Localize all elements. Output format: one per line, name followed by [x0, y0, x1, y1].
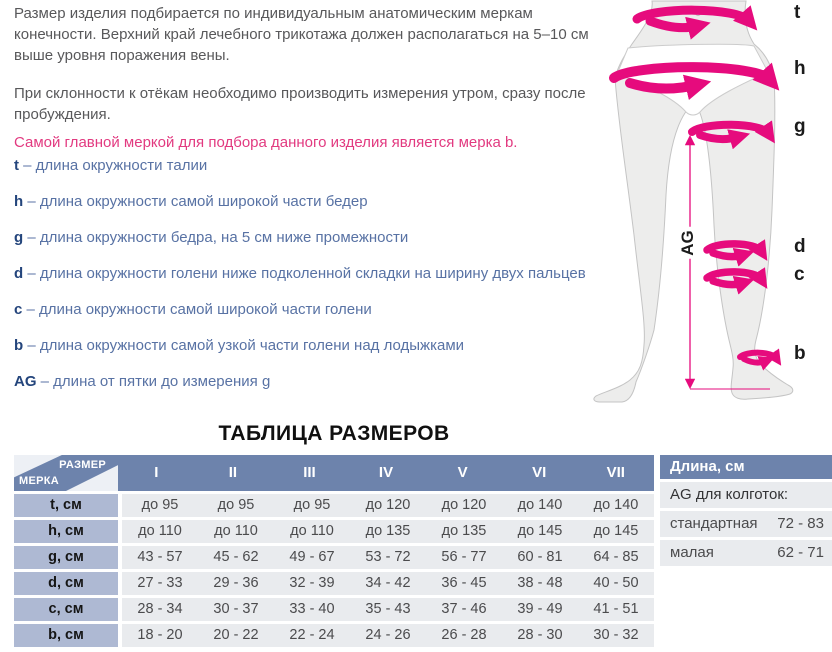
- definition-text: – длина окружности голени ниже подколенной складки на ширину двух пальцев: [27, 265, 586, 282]
- row-values: [122, 598, 654, 621]
- size-cell: 38 - 48: [517, 575, 563, 591]
- size-cell: 39 - 49: [517, 601, 563, 617]
- row-label: t, см: [14, 494, 118, 517]
- size-cell: 36 - 45: [441, 575, 487, 591]
- row-values: [122, 520, 654, 543]
- size-cell: до 120: [441, 497, 487, 513]
- size-table-title: ТАБЛИЦА РАЗМЕРОВ: [218, 422, 450, 445]
- size-cell: до 135: [365, 523, 411, 539]
- corner-label-size: РАЗМЕР: [59, 459, 106, 471]
- definition-text: – длина окружности самой узкой части голени над лодыжками: [27, 337, 465, 354]
- length-row-label: малая: [670, 544, 714, 561]
- size-table-corner-cell: [14, 455, 118, 491]
- table-row: [14, 598, 654, 621]
- size-cell: 30 - 32: [593, 627, 639, 643]
- definition-text: – длина окружности талии: [23, 157, 208, 174]
- size-cell: 43 - 57: [137, 549, 183, 565]
- corner-label-measure: МЕРКА: [19, 475, 59, 487]
- size-column-header: V: [457, 464, 468, 481]
- definition-key: b: [14, 337, 24, 354]
- size-table-header-columns: [118, 455, 654, 491]
- size-cell: 30 - 37: [213, 601, 259, 617]
- intro-section: [14, 3, 589, 153]
- definition-key: d: [14, 265, 24, 282]
- size-cell: до 95: [293, 497, 331, 513]
- length-table-subheader: AG для колготок:: [660, 482, 832, 508]
- size-cell: до 110: [138, 523, 182, 539]
- definition-text: – длина окружности самой широкой части голени: [26, 301, 372, 318]
- size-cell: 22 - 24: [289, 627, 335, 643]
- size-cell: 18 - 20: [137, 627, 183, 643]
- size-cell: до 110: [214, 523, 258, 539]
- size-cell: 45 - 62: [213, 549, 259, 565]
- definition-item: [14, 371, 614, 407]
- size-cell: до 95: [141, 497, 179, 513]
- definition-key: t: [14, 157, 19, 174]
- definition-text: – длина окружности самой широкой части бедер: [27, 193, 368, 210]
- size-cell: 60 - 81: [517, 549, 563, 565]
- size-cell: до 140: [593, 497, 639, 513]
- intro-highlight: Самой главной меркой для подбора данного изделия является мерка b.: [14, 134, 518, 151]
- size-cell: 28 - 34: [137, 601, 183, 617]
- size-cell: до 135: [441, 523, 487, 539]
- definition-key: h: [14, 193, 24, 210]
- table-row: [14, 494, 654, 517]
- row-values: [122, 624, 654, 647]
- definition-item: [14, 335, 614, 371]
- definitions-list: [14, 155, 614, 407]
- definition-item: [14, 191, 614, 227]
- diagram-label-c: c: [794, 264, 805, 285]
- definition-item: [14, 155, 614, 191]
- row-label: d, см: [14, 572, 118, 595]
- size-table: [14, 455, 654, 650]
- size-cell: 24 - 26: [365, 627, 411, 643]
- size-cell: 64 - 85: [593, 549, 639, 565]
- size-column-header: II: [228, 464, 238, 481]
- size-cell: до 95: [217, 497, 255, 513]
- size-cell: 41 - 51: [593, 601, 639, 617]
- row-label: b, см: [14, 624, 118, 647]
- diagram-label-b: b: [794, 343, 806, 364]
- intro-paragraph-2: При склонности к отёкам необходимо производить измерения утром, сразу после пробуждения.: [14, 85, 586, 123]
- definition-key: g: [14, 229, 24, 246]
- definition-key: c: [14, 301, 23, 318]
- size-column-header: I: [154, 464, 159, 481]
- ag-line-label: AG: [677, 227, 699, 259]
- size-cell: до 145: [517, 523, 563, 539]
- size-table-header: [14, 455, 654, 491]
- size-cell: 34 - 42: [365, 575, 411, 591]
- size-column-header: IV: [378, 464, 394, 481]
- table-row: [14, 546, 654, 569]
- size-cell: 20 - 22: [213, 627, 259, 643]
- diagram-label-d: d: [794, 236, 806, 257]
- table-row: [14, 624, 654, 647]
- diagram-label-t: t: [794, 2, 801, 23]
- length-row-value: 72 - 83: [777, 515, 824, 532]
- table-row: [14, 572, 654, 595]
- diagram-label-g: g: [794, 116, 806, 137]
- row-values: [122, 494, 654, 517]
- definition-item: [14, 227, 614, 263]
- legs-diagram: [582, 0, 832, 412]
- row-label: h, см: [14, 520, 118, 543]
- size-cell: 27 - 33: [137, 575, 183, 591]
- size-cell: 53 - 72: [365, 549, 411, 565]
- size-cell: 32 - 39: [289, 575, 335, 591]
- length-row-value: 62 - 71: [777, 544, 824, 561]
- size-cell: до 140: [517, 497, 563, 513]
- size-column-header: VI: [532, 464, 547, 481]
- length-table: [660, 455, 832, 569]
- definition-text: – длина окружности бедра, на 5 см ниже промежности: [27, 229, 409, 246]
- definition-item: [14, 263, 614, 299]
- measure-arrow-b: [740, 353, 776, 363]
- definition-key: AG: [14, 373, 37, 390]
- size-cell: 35 - 43: [365, 601, 411, 617]
- length-row-standard: [660, 511, 832, 537]
- definition-text: – длина от пятки до измерения g: [40, 373, 271, 390]
- length-row-label: стандартная: [670, 515, 758, 532]
- row-values: [122, 572, 654, 595]
- row-values: [122, 546, 654, 569]
- row-label: c, см: [14, 598, 118, 621]
- size-cell: 26 - 28: [441, 627, 487, 643]
- size-cell: до 145: [593, 523, 639, 539]
- size-cell: 40 - 50: [593, 575, 639, 591]
- size-cell: 37 - 46: [441, 601, 487, 617]
- intro-paragraph-1: Размер изделия подбирается по индивидуальным анатомическим меркам конечности. Верхний край лечебного трикотажа должен располагаться на 5–10 см выше уровня поражения вены.: [14, 5, 589, 64]
- size-column-header: III: [303, 464, 316, 481]
- size-cell: 29 - 36: [213, 575, 259, 591]
- size-cell: 33 - 40: [289, 601, 335, 617]
- size-cell: 28 - 30: [517, 627, 563, 643]
- size-cell: до 110: [290, 523, 334, 539]
- diagram-label-h: h: [794, 58, 806, 79]
- length-table-header: Длина, см: [660, 455, 832, 479]
- row-label: g, см: [14, 546, 118, 569]
- size-cell: 49 - 67: [289, 549, 335, 565]
- length-row-small: [660, 540, 832, 566]
- definition-item: [14, 299, 614, 335]
- size-table-body: [14, 494, 654, 647]
- table-row: [14, 520, 654, 543]
- size-cell: до 120: [365, 497, 411, 513]
- size-cell: 56 - 77: [441, 549, 487, 565]
- size-column-header: VII: [606, 464, 625, 481]
